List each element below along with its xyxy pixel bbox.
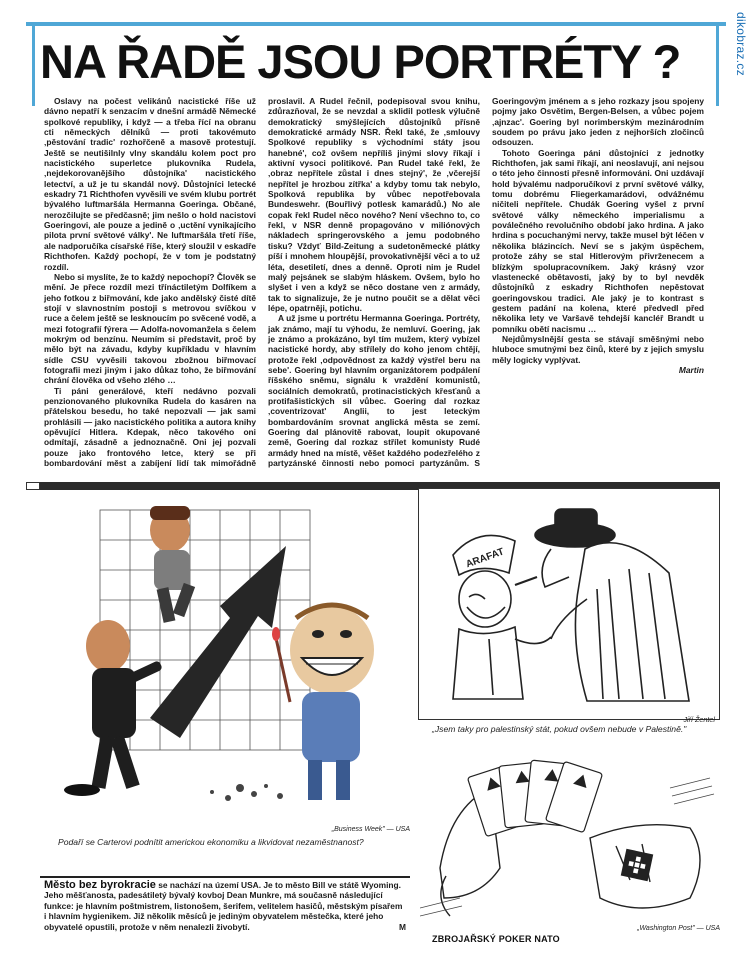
cartoon3-caption: ZBROJAŘSKÝ POKER NATO bbox=[432, 934, 560, 944]
nato-poker-cartoon bbox=[420, 748, 720, 930]
site-watermark: dikobraz.cz bbox=[734, 12, 748, 76]
cartoon2-artist: Jiří Žentel bbox=[683, 715, 715, 724]
article-paragraph: A už jsme u portrétu Hermanna Goeringa. Portréty, jak známo, mají tu výhodu, že nemluví. Goering, jak je známo a prokázáno, byl tím mužem, který vybízel nacistické hordy, aby střílely do koho jenom chtějí, protože řekl ‚odpovědnost za každý výstřel beru na sebe'. Goering byl hlavním organizátorem podpálení říšského sněmu, signálu k vraždění komunistů, sociálních demokratů, protinacistických křesťanů a protifašistických sil vůbec. Goering dal rozkaz ‚coventrizovat' Anglii, to jest leteckým bombardováním srovnat anglická města se zemí. Goering dal plánovitě rabovat, loupit okupované země, Goering dal rozkaz střílet komunisty Rudé armády hned na místě, věšet každého podezřelého z partyzánské činnosti nebo pomoci partyzánům. S Goeringovým jménem a s jeho rozkazy jsou spojeny pojmy jako Osvětim, Bergen-Belsen, a vůbec pojem ‚ajnzac'. Goering byl norimberským mezinárodním soudem po právu jako jeden z nejhorších zločinců odsouzen. bbox=[268, 96, 704, 469]
right-figure bbox=[515, 509, 689, 701]
frame-right-rule bbox=[716, 22, 719, 106]
arafat-cartoon-frame bbox=[418, 488, 720, 720]
cartoon1-credit: „Business Week" — USA bbox=[331, 826, 410, 833]
article-paragraph: Oslavy na počest velikánů nacistické říše už dávno nepatří k senzacím v dnešní armádě Německé spolkové republiky, i když — a třeba řící na obranu cti německých dělníků — proti takovémuto ‚pěstování tradic' rozhořčeně a masově protestují. Ještě se neutišilnly vlny skandálu kolem poct pro nacistického superletce plukovníka Rudela, ‚nejdekorovanějšího důstojníka' nacistického letectví, a už je tu skandál nový. Důstojníci letecké eskadry 71 Richthofen vyvěsili ve svém klubu portrét bývalého luftmaršála Hermanna Goeringa. Občané, nerozčilujte se předčasně; jim nešlo o hold nacistovi Goeringovi, ale pouze a jedině o ‚uctění vynikajícího pilota první světové války'. Ne luftmaršála třetí říše, ale nadporučíka císařské říše, který sloužil v eskadře Richthofen. Každý pochopí, že v tom je podstatný rozdíl. bbox=[44, 96, 256, 272]
rubble bbox=[210, 784, 283, 801]
left-figure bbox=[453, 535, 551, 699]
cartoon3-credit: „Washington Post" — USA bbox=[637, 925, 720, 932]
divider-marker bbox=[26, 482, 40, 490]
brief-text: se nachází na území USA. Je to město Bill ve státě Wyoming. Jeho měšťanosta, padesátiletý bývalý kovboj Dean Munkre, má současně následující funkce: je hlavním poštmistrem, listonošem, šerifem, velitelem hasičů, městským písařem i hlavním hygienikem. Již několik měsíců je jediným obyvatelem městečka, které jeho obyvatelé opustili, protože v něm nenalezli živobytí. bbox=[44, 880, 403, 932]
frame-left-rule bbox=[32, 22, 35, 106]
article-paragraph: Nebo si myslíte, že to každý nepochopí? Člověk se mění. Je přece rozdíl mezi třínáctiletým Dolfíkem a jeho fotkou z biřmování, kde jako andělský čisté dítě stojí v slavnostním postoji s metrovou svíčkou v ruce a čelem ještě se lesknoucím po svěcené vodě, a mezi fotografií fýrera — Adolfa-novomanžela s čelem mokrým od benzínu. Neumím si představit, proč by mělo být na závadu, kdyby kupříkladu v hlavním sídle CSU vyvěsili takovou zbožnou biřmovací fotografii mezi jiným i jako důkaz toho, že biřmování chrání člověka od všeho zlého … bbox=[44, 271, 256, 386]
article-body bbox=[44, 96, 704, 474]
article-paragraph: Ti páni generálové, kteří nedávno pozvali penzionovaného plukovníka Rudela do kasáren na přátelskou besedu, ho také nepozvali — jak sami prohlásili — jako nacistického politika a autora knihy opěvující Hitlera. Kdepak, něco takového oni odmítají, zásadně a jednoznačně. Oni jej pozvali pouze jako frontového letce, který se při bombardování měst a zabíjení lidí tak mimořádně proslavil. A Rudel řečnil, podepisoval svou knihu, zdůrazňoval, že se nevzdal a sklidil potlesk výlučně demokratický smýšlejících důstojníků přísně demokratické armády NSR. Řekl také, že ‚smlouvy Spolkové republiky s východními státy jsou hanebné', což ovšem nepříliš jinými slovy říkají i aktivní vysoci politikové. Pan Rudel také řekl, že ‚obraz nepřítele zůstal i dnes stejný', že ‚včerejší nepřítel je hrozbou zítřka' a kdyby tomu tak nebylo, Spolková republika by vůbec nepotřebovala Bundeswehr. (Bouřlivý potlesk kamarádů.) No ale copak řekl Rudel něco nového? Není všechno to, co řekl, v NSR denně propagováno v miliónových nákladech springerovského a jemu podobného tisku? Vždyť Bild-Zeitung a sudetoněmecké plátky píší i mnohem hloupější, provokativnější věci a to už léta, desetiletí, dnes a denně. Oproti nim je Rudel malý pejsánek se slabým hláskem. Ovšem, bylo ho slyšet i ven a když se něco dostane ven z armády, tak to signalizuje, že je nutno poučit se a dělat věci lépe, opatrněji, potichu. bbox=[44, 96, 480, 469]
playing-cards bbox=[467, 760, 602, 837]
article-paragraph: Tohoto Goeringa páni důstojníci z jednotky Richthofen, jak sami říkají, ani neoslavují, ani nejsou o této jeho činnosti přesně informováni. Oni uzdávají hold bývalému nadporučíkovi z první světové války, tomu dobrému Fliegerkamarádovi, odvážnému ničiteli nepřítele. Chudák Goering vyšel z první světové války německého imperialismu a poválečného revolučního období jako hrdina. A jako hrdina s pocuchanými nervy, takže musel být léčen v několika blázincích. Neví se s jakým úspěchem, protože záhy se stal Hitlerovým přivrženecem a blízkým spolupracovníkem. Jaký krásný vzor vlastenecké obětavosti, jaký by to byl nevděk důstojníků z eskadry Richthofen nepěstovat goeringovskou tradici. Ale jaký je to kontrast s gestem padání na kolena, které předvedl před několika lety ve Varšavě tehdejší kancléř Brandt u pomníku obětí nacismu … bbox=[492, 147, 704, 334]
arafat-cartoon bbox=[419, 489, 719, 719]
carter-economy-cartoon bbox=[40, 488, 416, 832]
top-accent-bar bbox=[26, 22, 726, 26]
cartoon2-caption: „Jsem taky pro palestinský stát, pokud ovšem nebude v Palestině." bbox=[432, 724, 687, 734]
grinning-carter bbox=[272, 605, 374, 800]
cartoon1-caption: Podaří se Carterovi podnítit americkou ekonomiku a likvidovat nezaměstnanost? bbox=[58, 837, 364, 847]
man-pushing bbox=[64, 620, 163, 796]
brief-lead: Město bez byrokracie bbox=[44, 879, 156, 891]
article-paragraph: Nejdůmyslnější gesta se stávají směšnými nebo hlubоce smutnými bez činů, které by z jejich smyslu měly logicky vyplývat. bbox=[492, 333, 704, 365]
headline: NA ŘADĚ JSOU PORTRÉTY ? bbox=[40, 35, 681, 88]
brief-item bbox=[44, 880, 406, 944]
brief-rule bbox=[40, 876, 410, 878]
brief-signature: M bbox=[399, 921, 406, 932]
man-on-arrow bbox=[150, 506, 195, 623]
hand-right bbox=[590, 825, 700, 908]
article-signature: Martin bbox=[678, 364, 704, 375]
cap-text: ARAFAT bbox=[464, 546, 506, 571]
